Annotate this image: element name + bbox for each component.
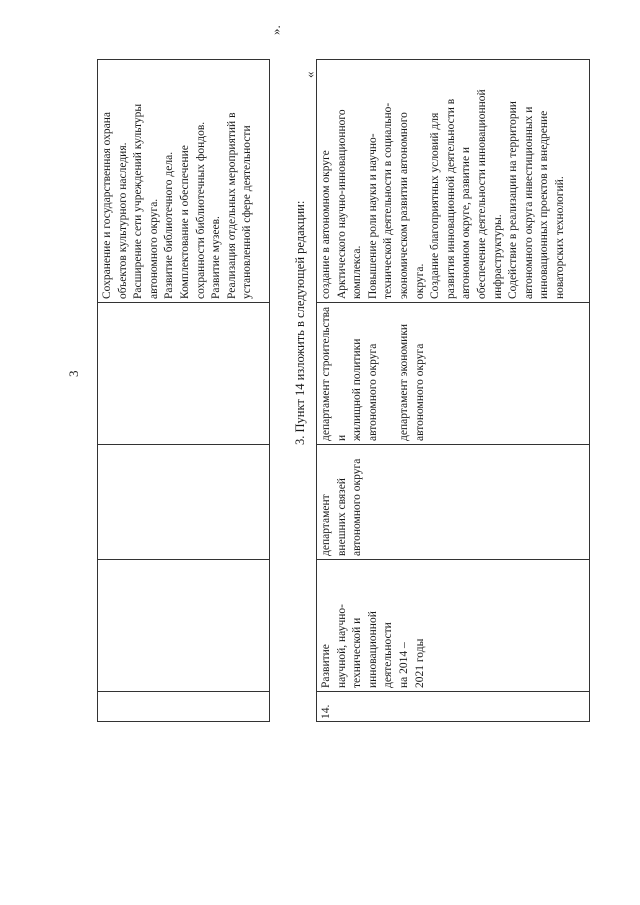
activity-line: технической деятельности в социально- [382, 102, 395, 299]
responsible-line: автономного округа [351, 458, 364, 556]
activity-line: развития инновационной деятельности в [444, 98, 457, 299]
cell-coexecutors [98, 303, 270, 445]
item-number: 14. [320, 704, 332, 719]
title-line: 2021 годы [413, 638, 426, 688]
coexecutor-line: департамент строительства и [320, 306, 348, 441]
activity-line: установленной сфере деятельности [241, 125, 254, 299]
title-line: технической и [351, 617, 364, 688]
cell-activities [98, 60, 270, 303]
activity-line: автономного округа. [147, 198, 160, 299]
activity-line: Развитие библиотечного дела. [163, 151, 176, 299]
cell-num [98, 692, 270, 722]
responsible-line: департамент [320, 494, 332, 556]
coexecutor-line: жилищной политики [351, 338, 364, 441]
activity-line: комплекса. [351, 245, 364, 299]
page-number: 3 [66, 370, 81, 377]
title-line: инновационной [366, 611, 379, 688]
activity-line: объектов культурного наследия. [116, 142, 129, 299]
activity-line: автономном округе, развитие и [460, 146, 473, 299]
title-line: научной, научно- [335, 604, 348, 688]
activity-line: Создание благоприятных условий для [429, 112, 442, 299]
title-line: Развитие [320, 644, 332, 688]
cell-responsible [317, 445, 590, 560]
cell-responsible [98, 445, 270, 560]
opening-quote: « [302, 71, 317, 78]
activity-line: новаторских технологий. [553, 176, 566, 299]
title-line: деятельности [382, 622, 395, 688]
coexecutor-line: автономного округа [413, 343, 426, 441]
activity-line: Развитие музеев. [210, 216, 223, 299]
activity-line: создание в автономном округе [320, 150, 332, 299]
activity-line: Реализация отдельных мероприятий в [225, 112, 238, 299]
cell-title [317, 560, 590, 692]
cell-num [317, 692, 590, 722]
closing-quote: ». [268, 25, 283, 35]
activity-line: Сохранение и государственная охрана [101, 112, 113, 299]
cell-activities [317, 60, 590, 303]
coexecutor-line: автономного округа [366, 343, 379, 441]
title-line: на 2014 – [397, 642, 410, 688]
activity-line: округа. [413, 263, 426, 299]
activity-line: экономическом развитии автономного [397, 112, 410, 299]
activity-line: Арктического научно-инновационного [335, 109, 348, 299]
amendment-paragraph: 3. Пункт 14 изложить в следующей редакции: [293, 200, 307, 445]
activity-line: сохранности библиотечных фондов. [194, 121, 207, 299]
activity-line: Комплектование и обеспечение [178, 145, 191, 299]
coexecutor-line [381, 306, 397, 441]
activity-line: обеспечение деятельности инновационной [475, 89, 488, 299]
responsible-line: внешних связей [335, 478, 348, 556]
cell-title [98, 560, 270, 692]
activity-line: Содействие в реализации на территории [507, 101, 520, 299]
cell-coexecutors [317, 303, 590, 445]
activity-line: Повышение роли науки и научно- [366, 133, 379, 299]
table-item-14 [316, 59, 590, 722]
activity-line: Расширение сети учреждений культуры [132, 103, 145, 299]
table-continued [97, 59, 270, 722]
activity-line: инфраструктуры. [491, 214, 504, 299]
coexecutor-line: департамент экономики [397, 323, 410, 441]
activity-line: автономного округа инвестиционных и [522, 106, 535, 299]
activity-line: инновационных проектов и внедрение [538, 110, 551, 299]
